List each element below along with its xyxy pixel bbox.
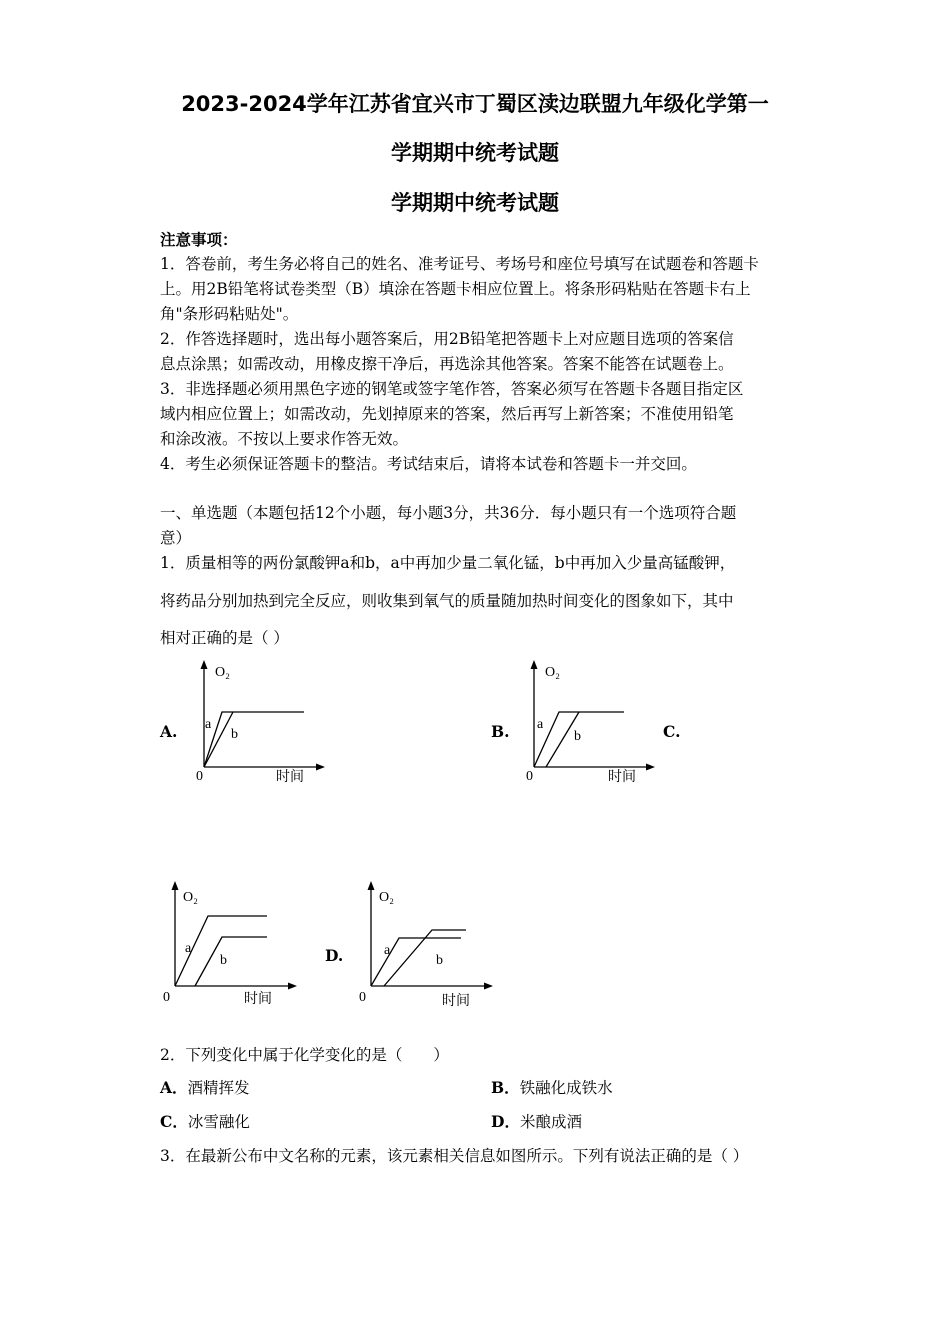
origin-label: 0: [526, 769, 533, 784]
y-axis-label: O₂: [545, 665, 560, 680]
q1-stem-line: 相对正确的是（ ）: [160, 629, 289, 647]
notice-line: 1．答卷前，考生务必将自己的姓名、准考证号、考场号和座位号填写在试题卷和答题卡: [160, 255, 759, 273]
section-heading: 一、单选题（本题包括12个小题，每小题3分，共36分．每小题只有一个选项符合题: [160, 504, 737, 522]
curve-a-label: a: [205, 717, 212, 732]
x-axis-label: 时间: [244, 992, 272, 1007]
exam-title-line-3: 学期期中统考试题: [391, 191, 559, 215]
notice-line: 和涂改液。不按以上要求作答无效。: [160, 430, 409, 448]
q2-option-b-label: B．: [491, 1078, 520, 1097]
x-axis-label: 时间: [276, 770, 304, 785]
origin-label: 0: [196, 769, 203, 784]
notice-line: 角"条形码粘贴处"。: [160, 305, 299, 323]
q1-option-b-label: B.: [491, 722, 510, 741]
q2-option-d: [491, 1110, 582, 1132]
q1-option-a-label: A.: [160, 722, 178, 741]
q1-stem-line: 1．质量相等的两份氯酸钾a和b，a中再加少量二氧化锰，b中再加入少量高锰酸钾，: [160, 554, 736, 572]
curve-a-label: a: [384, 943, 391, 958]
notice-line: 域内相应位置上；如需改动，先划掉原来的答案，然后再写上新答案；不准使用铅笔: [160, 405, 734, 423]
q2-option-c: [160, 1110, 250, 1132]
x-axis-label: 时间: [442, 994, 470, 1009]
notice-line: 息点涂黑；如需改动，用橡皮擦干净后，再选涂其他答案。答案不能答在试题卷上。: [160, 355, 734, 373]
origin-label: 0: [359, 990, 366, 1005]
y-axis-label: O₂: [183, 890, 198, 905]
notice-line: 2．作答选择题时，选出每小题答案后，用2B铅笔把答题卡上对应题目选项的答案信: [160, 330, 734, 348]
curve-b-label: b: [231, 727, 238, 742]
origin-label: 0: [163, 990, 170, 1005]
q2-option-a-text: 酒精挥发: [187, 1079, 250, 1097]
notice-heading: 注意事项：: [160, 230, 238, 249]
q2-option-a-label: A．: [160, 1078, 188, 1097]
y-axis-label: O₂: [379, 890, 394, 905]
q1-option-d-label: D.: [325, 946, 344, 965]
exam-title-line-1: 2023-2024学年江苏省宜兴市丁蜀区渎边联盟九年级化学第一: [181, 92, 769, 116]
q2-option-a: [160, 1076, 250, 1098]
curve-a-label: a: [185, 941, 192, 956]
q1-option-d-graph: [356, 878, 496, 1008]
q3-stem: 3．在最新公布中文名称的元素，该元素相关信息如图所示。下列有说法正确的是（ ）: [160, 1147, 749, 1165]
q2-option-b-text: 铁融化成铁水: [519, 1079, 613, 1097]
exam-title-line-2: 学期期中统考试题: [391, 141, 559, 165]
y-axis-label: O₂: [215, 665, 230, 680]
curve-a-label: a: [537, 717, 544, 732]
q1-stem-line: 将药品分别加热到完全反应，则收集到氧气的质量随加热时间变化的图象如下，其中: [160, 592, 734, 610]
notice-line: 3．非选择题必须用黑色字迹的钢笔或签字笔作答，答案必须写在答题卡各题目指定区: [160, 380, 744, 398]
q2-stem: 2．下列变化中属于化学变化的是（ ）: [160, 1046, 449, 1064]
q1-option-c-graph: [160, 878, 300, 1008]
curve-b-label: b: [436, 953, 443, 968]
q2-option-d-text: 米酿成酒: [519, 1113, 582, 1131]
q2-option-c-label: C．: [160, 1112, 188, 1131]
q1-option-b-graph: [520, 655, 660, 785]
q2-option-b: [491, 1076, 613, 1098]
q2-option-c-text: 冰雪融化: [187, 1113, 250, 1131]
notice-line: 4．考生必须保证答题卡的整洁。考试结束后，请将本试卷和答题卡一并交回。: [160, 455, 697, 473]
curve-b-label: b: [220, 953, 227, 968]
section-heading-cont: 意）: [160, 529, 192, 547]
notice-line: 上。用2B铅笔将试卷类型（B）填涂在答题卡相应位置上。将条形码粘贴在答题卡右上: [160, 280, 751, 298]
q1-option-c-label: C.: [663, 722, 681, 741]
curve-b-label: b: [574, 729, 581, 744]
q1-option-a-graph: [190, 655, 330, 785]
x-axis-label: 时间: [608, 770, 636, 785]
q2-option-d-label: D．: [491, 1112, 520, 1131]
